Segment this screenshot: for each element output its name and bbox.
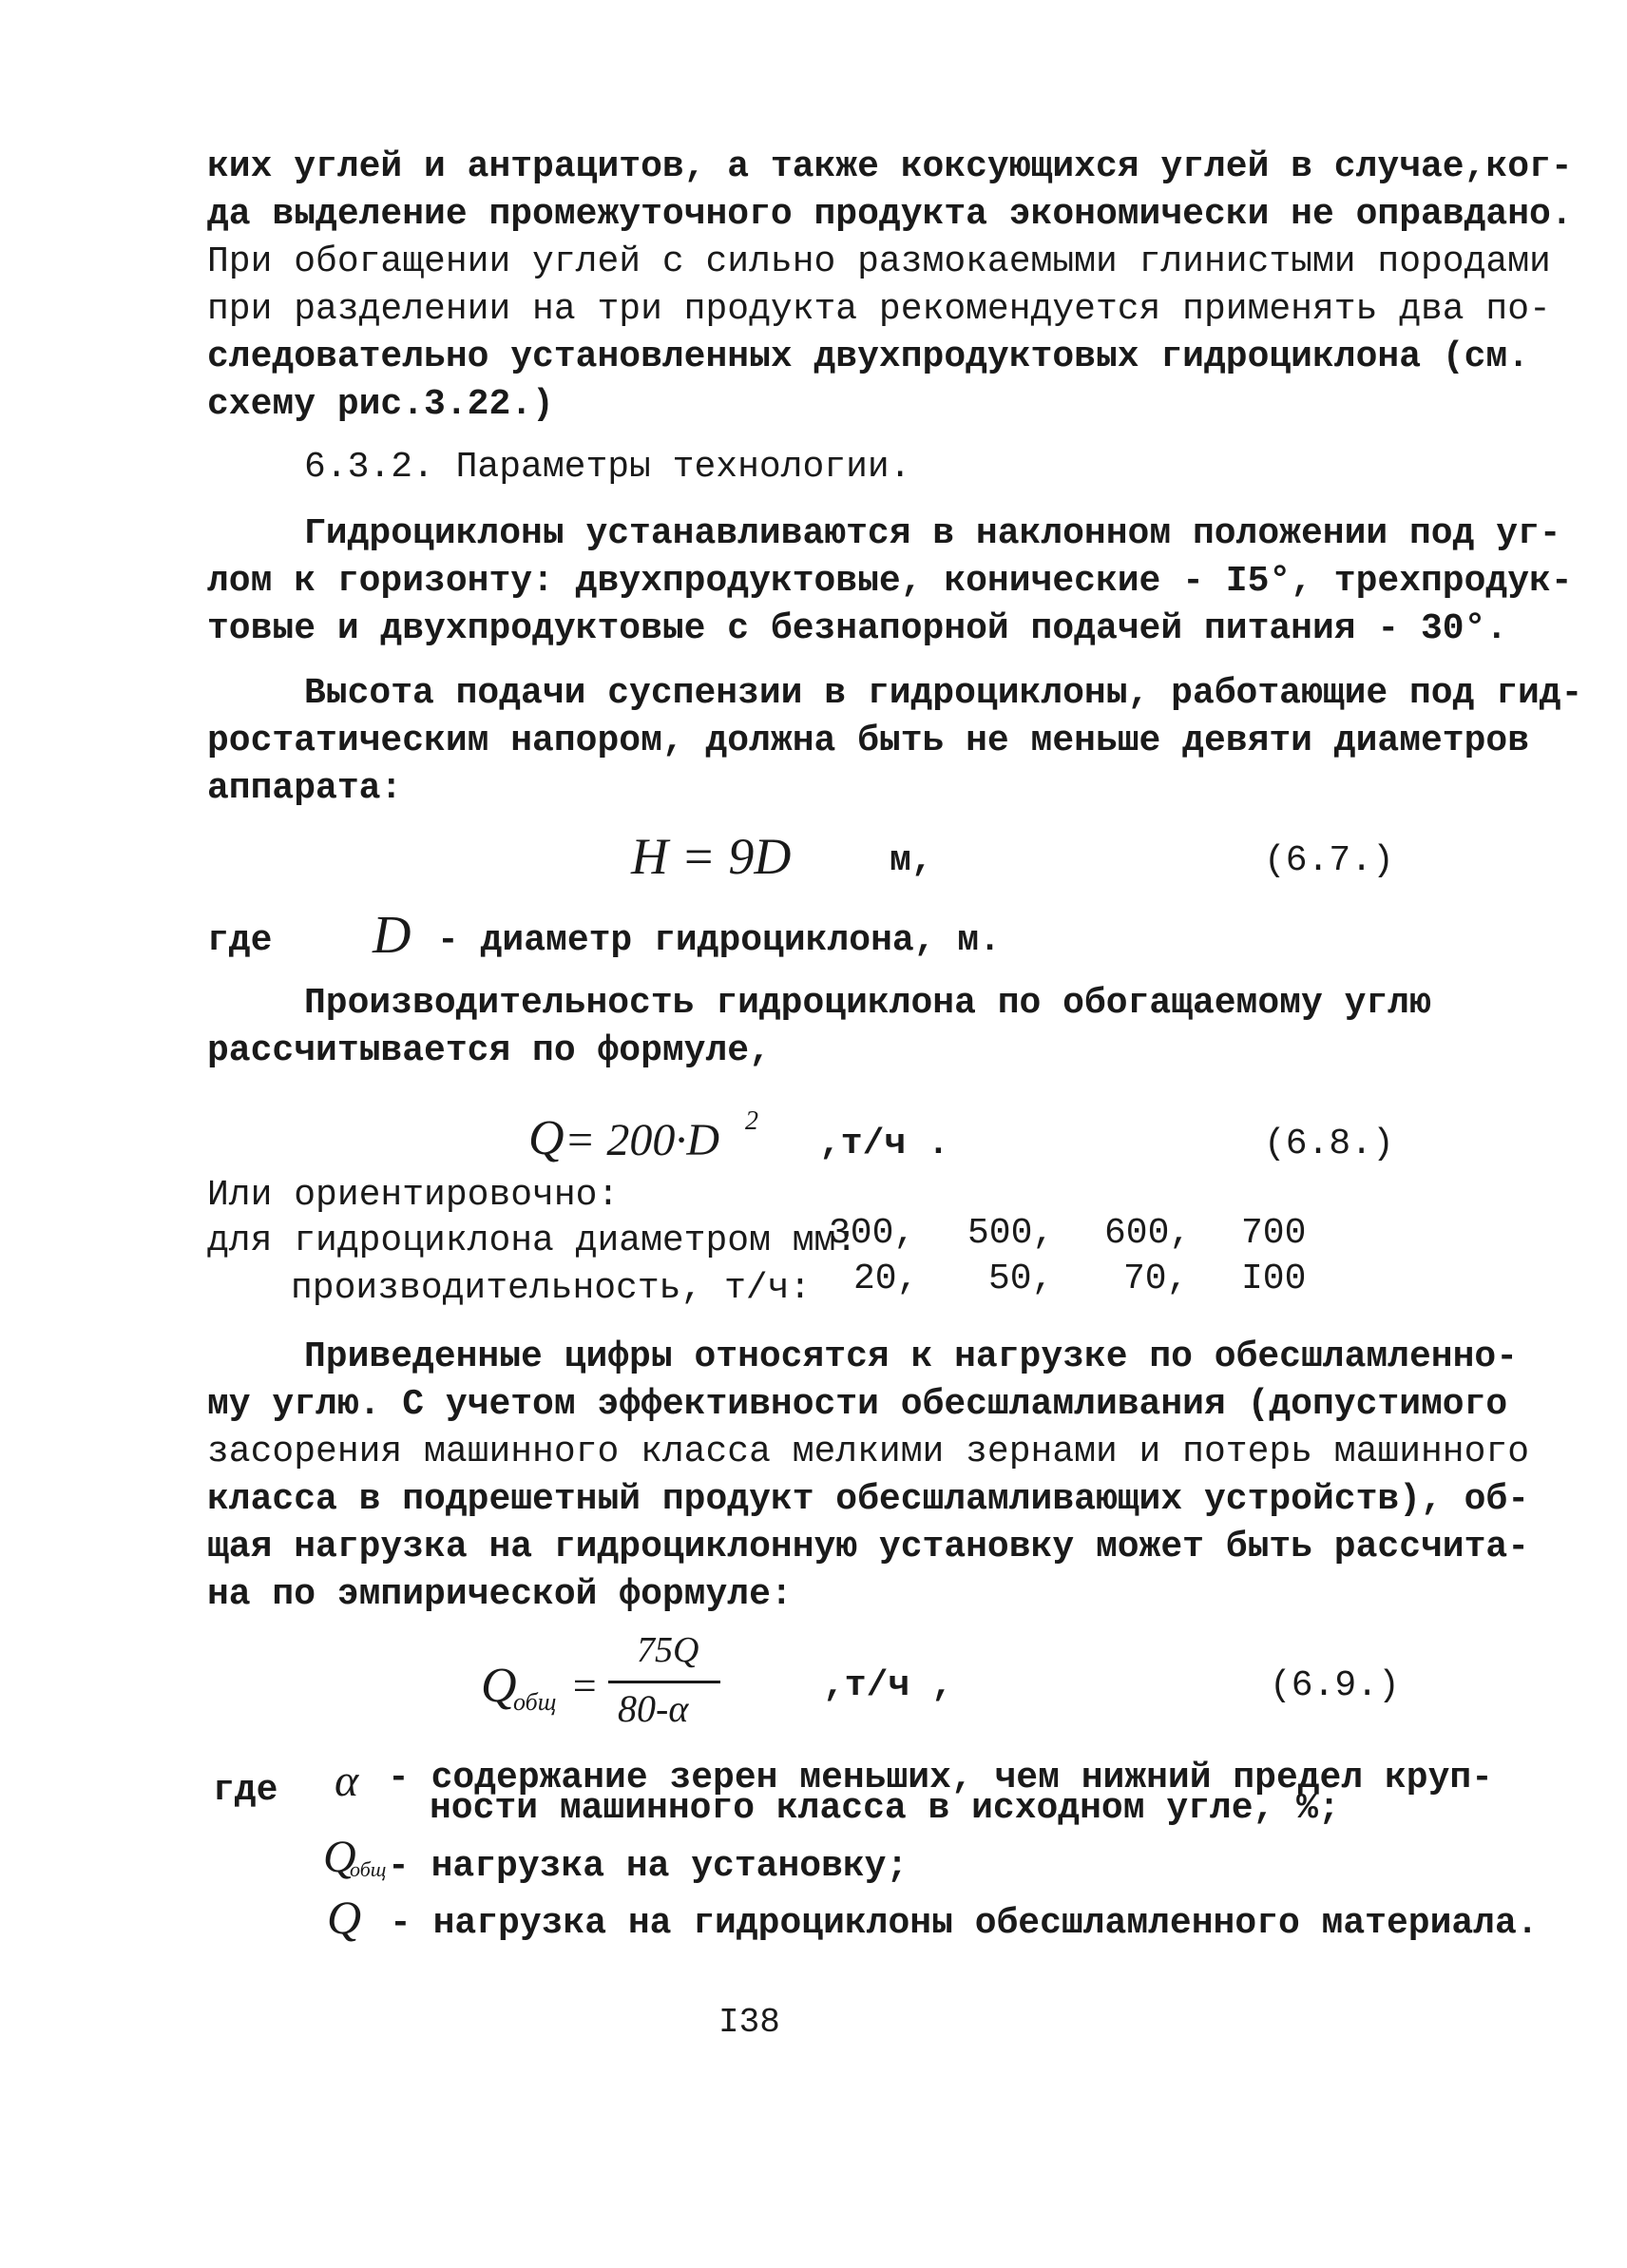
paragraph-3-line-3: аппарата: [207, 768, 403, 809]
formula-6-9-unit: ,т/ч , [823, 1665, 953, 1706]
paragraph-1-line-3: При обогащении углей с сильно размокаемыми глинистыми породами [207, 241, 1551, 282]
paragraph-2-line-3: товые и двухпродуктовые с безнапорной подачей питания - 30°. [207, 608, 1508, 649]
where-2-item-1-line-2: ности машинного класса в исходном угле, %; [430, 1788, 1340, 1829]
paragraph-1-line-1: ких углей и антрацитов, а также коксующихся углей в случае,ког- [207, 146, 1573, 187]
symbol-q: Q [327, 1891, 362, 1944]
symbol-q-total: Q [323, 1832, 356, 1882]
formula-6-9-numerator: 75Q [637, 1630, 699, 1670]
paragraph-5-line-1: Приведенные цифры относятся к нагрузке по обесшламленно- [304, 1336, 1519, 1377]
paragraph-5-line-3: засорения машинного класса мелкими зернами и потерь машинного [207, 1432, 1530, 1472]
paragraph-2-line-1: Гидроциклоны устанавливаются в наклонном положении под уг- [304, 513, 1561, 554]
approx-intro: Или ориентировочно: [207, 1175, 620, 1216]
approx-row-1-label: для гидроциклона диаметром мм: [207, 1220, 858, 1261]
symbol-alpha: α [335, 1756, 359, 1806]
formula-6-7-unit: м, [890, 840, 933, 881]
where-label-2: где [213, 1770, 278, 1811]
paragraph-1-line-6: схему рис.3.22.) [207, 384, 554, 425]
fraction-bar [608, 1681, 720, 1683]
where-2-item-1-line-1: - содержание зерен меньших, чем нижний предел круп- [388, 1758, 1493, 1798]
formula-6-9-equals: = [570, 1663, 599, 1709]
formula-6-8-lhs: Q [528, 1111, 565, 1165]
approx-row-2-value: I00 [1241, 1259, 1307, 1299]
approx-row-1-value: 600, [1104, 1213, 1192, 1254]
formula-6-8-number: (6.8.) [1264, 1124, 1394, 1164]
approx-row-1-value: 500, [967, 1213, 1055, 1254]
paragraph-1-line-5: следовательно установленных двухпродуктовых гидроциклона (см. [207, 336, 1530, 377]
paragraph-3-line-1: Высота подачи суспензии в гидроциклоны, работающие под гид- [304, 673, 1583, 714]
where-2-item-3-text: - нагрузка на гидроциклоны обесшламленного материала. [390, 1903, 1539, 1944]
formula-6-8-exponent: 2 [745, 1106, 758, 1136]
symbol-d: D [373, 906, 412, 965]
paragraph-5-line-6: на по эмпирической формуле: [207, 1574, 793, 1615]
symbol-q-total-subscript: общ [350, 1857, 387, 1881]
where-1-text: - диаметр гидроциклона, м. [437, 920, 1001, 961]
formula-6-9-number: (6.9.) [1270, 1665, 1400, 1706]
where-2-item-2-text: - нагрузка на установку; [388, 1846, 909, 1887]
approx-row-2-value: 20, [853, 1259, 919, 1299]
formula-6-7: H = 9D [631, 828, 792, 885]
paragraph-5-line-5: щая нагрузка на гидроциклонную установку может быть рассчита- [207, 1527, 1530, 1567]
paragraph-1-line-4: при разделении на три продукта рекомендуется применять два по- [207, 289, 1551, 330]
paragraph-4-line-2: рассчитывается по формуле, [207, 1030, 771, 1071]
approx-row-2-value: 50, [988, 1259, 1054, 1299]
page-number: I38 [718, 2003, 780, 2042]
paragraph-2-line-2: лом к горизонту: двухпродуктовые, конические - I5°, трехпродук- [207, 561, 1573, 602]
formula-6-9-denominator: 80-α [618, 1687, 689, 1730]
formula-6-9-lhs: Q [481, 1659, 517, 1713]
approx-row-2-value: 70, [1123, 1259, 1189, 1299]
formula-6-8-unit: ,т/ч . [819, 1124, 949, 1164]
paragraph-4-line-1: Производительность гидроциклона по обогащаемому углю [304, 983, 1431, 1024]
section-heading: 6.3.2. Параметры технологии. [304, 447, 911, 488]
formula-6-8-rhs: = 200·D [565, 1115, 720, 1165]
where-label-1: где [207, 920, 273, 961]
approx-row-2-label: производительность, т/ч: [291, 1268, 812, 1309]
formula-6-7-number: (6.7.) [1264, 840, 1394, 881]
formula-6-9-lhs-subscript: общ [513, 1688, 557, 1716]
paragraph-5-line-2: му углю. С учетом эффективности обесшламливания (допустимого [207, 1384, 1508, 1425]
approx-row-1-value: 300, [829, 1213, 916, 1254]
approx-row-1-value: 700 [1241, 1213, 1307, 1254]
paragraph-5-line-4: класса в подрешетный продукт обесшламливающих устройств), об- [207, 1479, 1530, 1520]
paragraph-1-line-2: да выделение промежуточного продукта экономически не оправдано. [207, 194, 1573, 235]
paragraph-3-line-2: ростатическим напором, должна быть не меньше девяти диаметров [207, 721, 1530, 761]
